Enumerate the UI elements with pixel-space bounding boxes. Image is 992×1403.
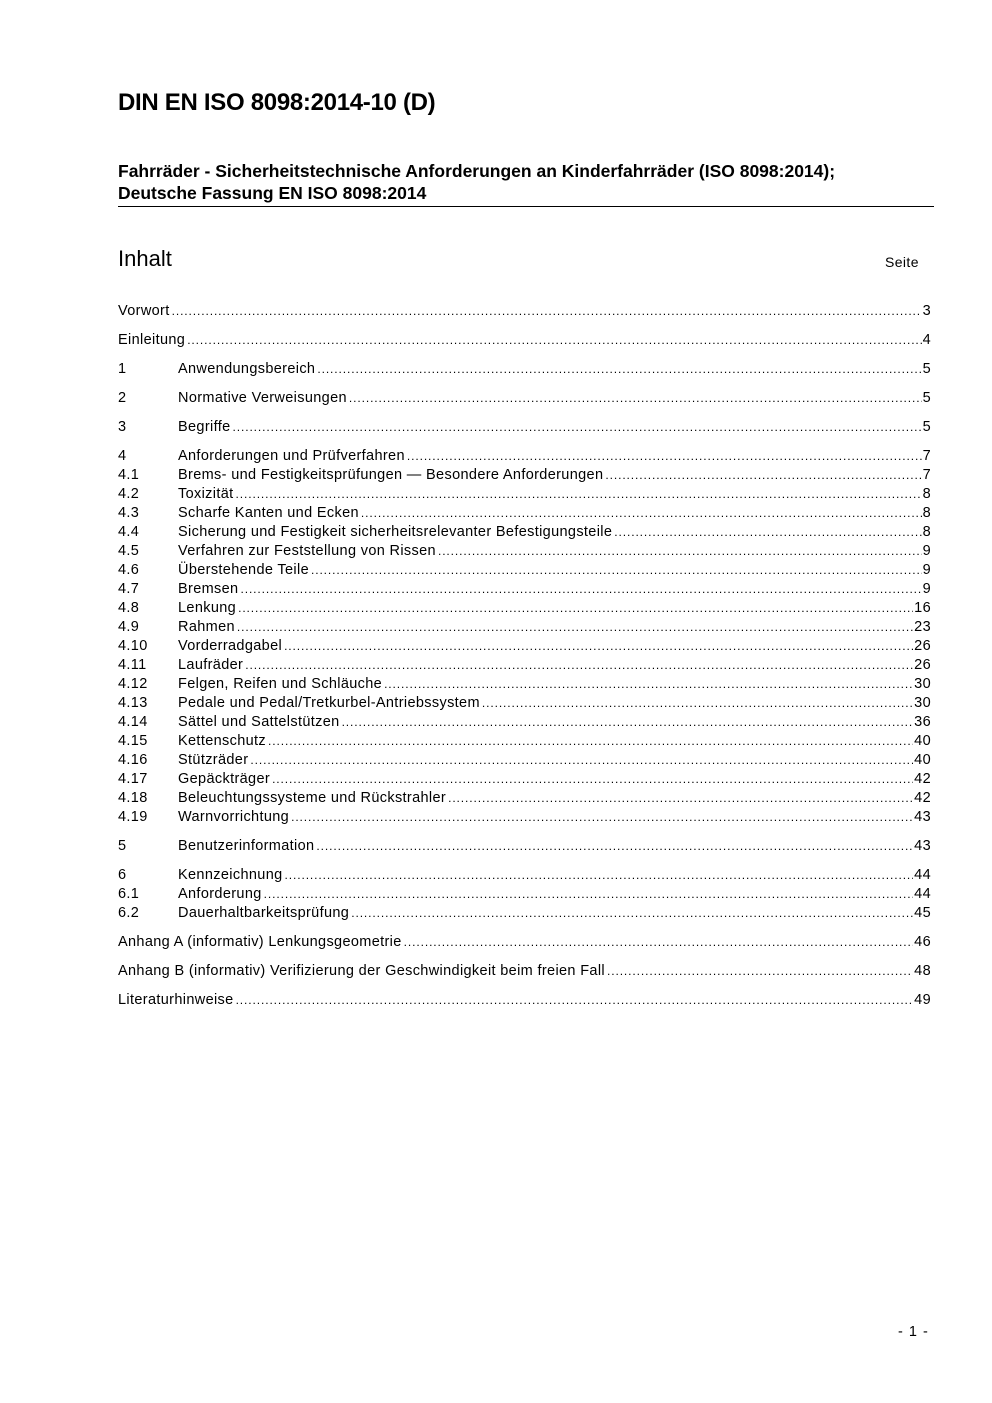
toc-entry-title: Überstehende Teile xyxy=(178,562,309,578)
toc-entry-number: 4.6 xyxy=(118,562,140,578)
toc-entry-title: Einleitung xyxy=(118,332,186,348)
toc-entry[interactable] xyxy=(118,485,931,504)
toc-entry[interactable] xyxy=(118,418,931,437)
toc-entry-title: Sättel und Sattelstützen xyxy=(178,714,340,730)
toc-entry-page: 16 xyxy=(914,600,931,616)
toc-entry-page: 9 xyxy=(922,581,931,597)
toc-entry-page: 49 xyxy=(914,992,931,1008)
toc-entry-title: Gepäckträger xyxy=(178,771,271,787)
toc-entry-number: 4.10 xyxy=(118,638,148,654)
toc-entry-title: Anwendungsbereich xyxy=(178,361,316,377)
toc-dot-leader xyxy=(384,675,913,694)
toc-entry-title: Rahmen xyxy=(178,619,235,635)
toc-entry[interactable] xyxy=(118,637,931,656)
toc-entry[interactable] xyxy=(118,962,931,981)
title-divider xyxy=(118,206,934,207)
toc-entry-number: 4.7 xyxy=(118,581,140,597)
toc-entry-number: 4.2 xyxy=(118,486,140,502)
toc-entry-page: 26 xyxy=(914,638,931,654)
toc-dot-leader xyxy=(240,580,921,599)
toc-entry-title: Sicherung und Festigkeit sicherheitsrelevanter Befestigungsteile xyxy=(178,524,613,540)
toc-dot-leader xyxy=(361,504,922,523)
toc-entry-page: 5 xyxy=(922,361,931,377)
toc-entry[interactable] xyxy=(118,542,931,561)
toc-entry-page: 26 xyxy=(914,657,931,673)
toc-entry-number: 4.14 xyxy=(118,714,148,730)
toc-dot-leader xyxy=(245,656,913,675)
toc-entry-number: 1 xyxy=(118,361,127,377)
toc-entry-page: 42 xyxy=(914,771,931,787)
toc-entry-page: 7 xyxy=(922,448,931,464)
toc-dot-leader xyxy=(316,837,913,856)
toc-entry-page: 43 xyxy=(914,838,931,854)
toc-entry-title: Laufräder xyxy=(178,657,244,673)
toc-entry[interactable] xyxy=(118,580,931,599)
table-of-contents xyxy=(118,302,931,1010)
toc-entry[interactable] xyxy=(118,933,931,952)
toc-entry[interactable] xyxy=(118,331,931,350)
toc-dot-leader xyxy=(237,618,913,637)
toc-entry-page: 5 xyxy=(922,419,931,435)
toc-entry-page: 4 xyxy=(922,332,931,348)
toc-entry[interactable] xyxy=(118,837,931,856)
toc-entry-number: 4.1 xyxy=(118,467,140,483)
toc-entry-title: Anhang B (informativ) Verifizierung der Geschwindigkeit beim freien Fall xyxy=(118,963,605,979)
toc-entry-page: 44 xyxy=(914,886,931,902)
toc-entry-title: Anhang A (informativ) Lenkungsgeometrie xyxy=(118,934,402,950)
toc-entry-page: 44 xyxy=(914,867,931,883)
toc-entry-number: 4.5 xyxy=(118,543,140,559)
toc-entry-number: 4.9 xyxy=(118,619,140,635)
toc-entry[interactable] xyxy=(118,504,931,523)
toc-entry[interactable] xyxy=(118,523,931,542)
toc-entry-number: 4.11 xyxy=(118,657,147,673)
toc-entry-number: 4.18 xyxy=(118,790,148,806)
toc-dot-leader xyxy=(407,447,922,466)
toc-entry-title: Toxizität xyxy=(178,486,234,502)
toc-entry[interactable] xyxy=(118,732,931,751)
toc-entry-number: 4 xyxy=(118,448,127,464)
toc-entry[interactable] xyxy=(118,466,931,485)
toc-entry[interactable] xyxy=(118,751,931,770)
toc-dot-leader xyxy=(264,885,913,904)
toc-entry-page: 30 xyxy=(914,695,931,711)
toc-entry[interactable] xyxy=(118,694,931,713)
toc-entry-number: 4.4 xyxy=(118,524,140,540)
toc-entry-title: Beleuchtungssysteme und Rückstrahler xyxy=(178,790,447,806)
toc-entry-page: 42 xyxy=(914,790,931,806)
toc-entry-title: Lenkung xyxy=(178,600,237,616)
toc-entry-number: 6 xyxy=(118,867,127,883)
toc-dot-leader xyxy=(285,866,914,885)
toc-entry-page: 43 xyxy=(914,809,931,825)
toc-dot-leader xyxy=(605,466,921,485)
toc-dot-leader xyxy=(187,331,921,350)
toc-entry-title: Literaturhinweise xyxy=(118,992,234,1008)
toc-entry-title: Pedale und Pedal/Tretkurbel-Antriebssystem xyxy=(178,695,480,711)
toc-entry[interactable] xyxy=(118,389,931,408)
toc-entry-page: 45 xyxy=(914,905,931,921)
toc-entry-title: Vorderradgabel xyxy=(178,638,283,654)
toc-heading: Inhalt xyxy=(118,246,172,271)
toc-entry-number: 4.8 xyxy=(118,600,140,616)
toc-dot-leader xyxy=(317,360,921,379)
toc-entry-page: 8 xyxy=(922,524,931,540)
toc-entry-number: 4.3 xyxy=(118,505,140,521)
toc-dot-leader xyxy=(607,962,913,981)
toc-entry[interactable] xyxy=(118,866,931,885)
toc-entry-page: 8 xyxy=(922,505,931,521)
toc-entry-title: Vorwort xyxy=(118,303,170,319)
toc-entry-page: 8 xyxy=(922,486,931,502)
toc-dot-leader xyxy=(236,991,914,1010)
toc-entry-title: Kennzeichnung xyxy=(178,867,283,883)
toc-entry-page: 48 xyxy=(914,963,931,979)
toc-entry-title: Begriffe xyxy=(178,419,231,435)
toc-entry[interactable] xyxy=(118,561,931,580)
toc-entry[interactable] xyxy=(118,808,931,827)
toc-entry-title: Anforderung xyxy=(178,886,262,902)
toc-entry[interactable] xyxy=(118,302,931,321)
toc-entry-title: Felgen, Reifen und Schläuche xyxy=(178,676,383,692)
toc-dot-leader xyxy=(238,599,913,618)
toc-entry-number: 3 xyxy=(118,419,127,435)
toc-entry-page: 9 xyxy=(922,562,931,578)
toc-entry[interactable] xyxy=(118,991,931,1010)
toc-entry[interactable] xyxy=(118,904,931,923)
toc-dot-leader xyxy=(291,808,913,827)
toc-entry-number: 4.19 xyxy=(118,809,148,825)
toc-entry-number: 5 xyxy=(118,838,127,854)
toc-dot-leader xyxy=(236,485,922,504)
toc-entry-title: Brems- und Festigkeitsprüfungen — Besondere Anforderungen xyxy=(178,467,604,483)
toc-dot-leader xyxy=(311,561,922,580)
toc-dot-leader xyxy=(342,713,914,732)
toc-entry-page: 40 xyxy=(914,733,931,749)
toc-dot-leader xyxy=(233,418,922,437)
toc-dot-leader xyxy=(268,732,913,751)
toc-entry-number: 4.12 xyxy=(118,676,148,692)
page-number: - 1 - xyxy=(898,1324,929,1340)
document-title: Fahrräder - Sicherheitstechnische Anforderungen an Kinderfahrräder (ISO 8098:2014); Deutsche Fassung EN ISO 8098:2014 xyxy=(118,161,836,203)
toc-entry-title: Benutzerinformation xyxy=(178,838,315,854)
toc-entry-title: Bremsen xyxy=(178,581,239,597)
toc-entry-title: Kettenschutz xyxy=(178,733,267,749)
toc-page-column-label: Seite xyxy=(885,254,919,270)
toc-entry-page: 7 xyxy=(922,467,931,483)
toc-dot-leader xyxy=(438,542,922,561)
toc-entry-page: 5 xyxy=(922,390,931,406)
toc-dot-leader xyxy=(448,789,913,808)
toc-entry-title: Dauerhaltbarkeitsprüfung xyxy=(178,905,350,921)
toc-dot-leader xyxy=(404,933,913,952)
toc-entry-number: 6.1 xyxy=(118,886,140,902)
toc-entry[interactable] xyxy=(118,618,931,637)
toc-entry-title: Scharfe Kanten und Ecken xyxy=(178,505,359,521)
toc-entry[interactable] xyxy=(118,770,931,789)
toc-dot-leader xyxy=(250,751,913,770)
toc-entry-number: 6.2 xyxy=(118,905,140,921)
toc-dot-leader xyxy=(614,523,921,542)
toc-entry[interactable] xyxy=(118,447,931,466)
document-number: DIN EN ISO 8098:2014-10 (D) xyxy=(118,89,436,116)
toc-entry-page: 46 xyxy=(914,934,931,950)
toc-dot-leader xyxy=(349,389,922,408)
toc-entry-page: 9 xyxy=(922,543,931,559)
toc-entry[interactable] xyxy=(118,675,931,694)
toc-entry[interactable] xyxy=(118,656,931,675)
toc-entry[interactable] xyxy=(118,360,931,379)
toc-entry-number: 4.15 xyxy=(118,733,148,749)
toc-entry-page: 30 xyxy=(914,676,931,692)
toc-entry-title: Warnvorrichtung xyxy=(178,809,290,825)
toc-dot-leader xyxy=(272,770,913,789)
toc-entry[interactable] xyxy=(118,599,931,618)
toc-entry-number: 2 xyxy=(118,390,127,406)
toc-dot-leader xyxy=(172,302,922,321)
toc-entry-page: 3 xyxy=(922,303,931,319)
toc-entry-title: Stützräder xyxy=(178,752,249,768)
toc-entry[interactable] xyxy=(118,713,931,732)
toc-dot-leader xyxy=(351,904,913,923)
toc-entry-title: Normative Verweisungen xyxy=(178,390,347,406)
toc-entry-page: 36 xyxy=(914,714,931,730)
toc-entry-number: 4.17 xyxy=(118,771,148,787)
toc-entry[interactable] xyxy=(118,885,931,904)
toc-entry-number: 4.13 xyxy=(118,695,148,711)
toc-entry-page: 23 xyxy=(914,619,931,635)
toc-entry-number: 4.16 xyxy=(118,752,148,768)
toc-entry-page: 40 xyxy=(914,752,931,768)
toc-dot-leader xyxy=(482,694,913,713)
toc-entry-title: Anforderungen und Prüfverfahren xyxy=(178,448,405,464)
toc-entry-title: Verfahren zur Feststellung von Rissen xyxy=(178,543,436,559)
toc-dot-leader xyxy=(284,637,913,656)
toc-entry[interactable] xyxy=(118,789,931,808)
